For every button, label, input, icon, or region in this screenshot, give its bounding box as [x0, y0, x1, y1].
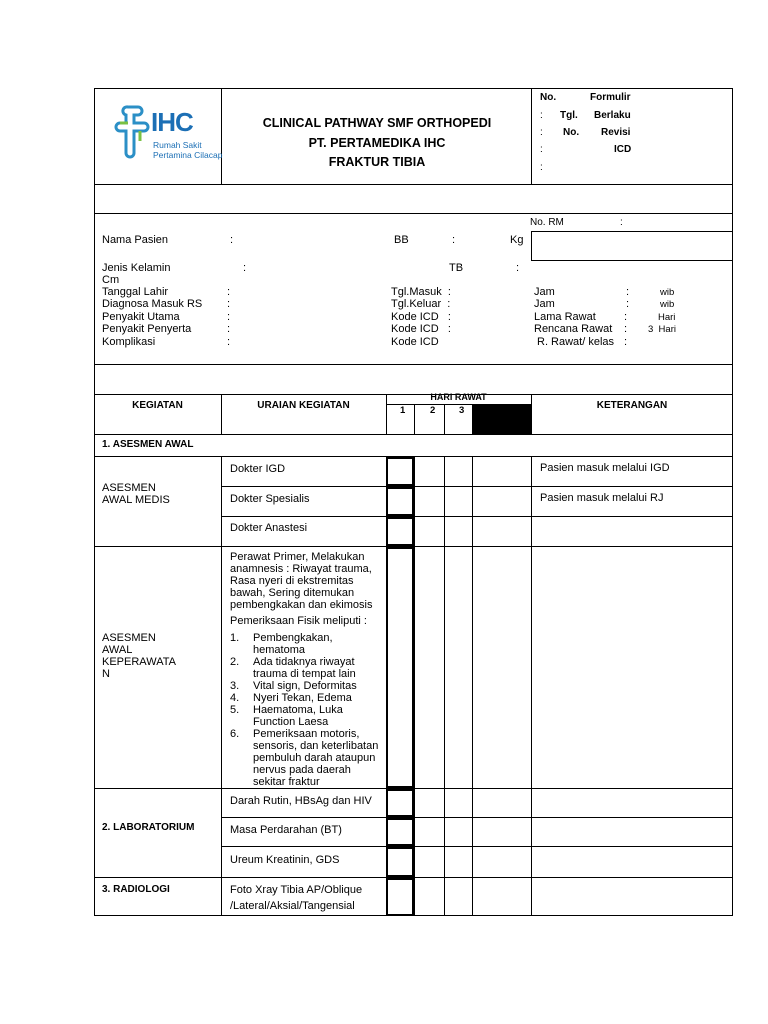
- komplikasi-label: Komplikasi: [102, 336, 156, 348]
- list-number: 4.: [230, 692, 240, 704]
- kode-icd-label: Kode ICD :: [391, 323, 451, 335]
- tanggal-lahir-label: Tanggal Lahir: [102, 286, 169, 298]
- asesmen-keperawatan-label: ASESMEN AWAL KEPERAWATA N: [102, 632, 176, 680]
- colon: :: [624, 323, 628, 335]
- colon: :: [227, 323, 231, 335]
- section-asesmen-awal: 1. ASESMEN AWAL: [102, 439, 194, 450]
- colon: :: [243, 262, 247, 274]
- meta-colon: :: [540, 127, 543, 138]
- colon: :: [227, 311, 231, 323]
- logo-line2: Pertamina Cilacap: [153, 150, 223, 160]
- list-number: 6.: [230, 728, 240, 740]
- list-item: Nyeri Tekan, Edema: [253, 692, 352, 704]
- meta-tgl: Tgl.: [560, 110, 578, 121]
- lab-masa-perdarahan: Masa Perdarahan (BT): [230, 824, 342, 836]
- kg-label: Kg: [510, 234, 524, 246]
- col-line: [414, 456, 415, 916]
- uraian-dokter-spesialis: Dokter Spesialis: [230, 493, 310, 505]
- hari-unit: Hari: [658, 312, 676, 323]
- meta-formulir: Formulir: [590, 92, 631, 103]
- jam-label: Jam: [534, 298, 555, 310]
- jam-unit: wib: [660, 299, 675, 310]
- row-line: [221, 817, 733, 818]
- uraian-dokter-anastesi: Dokter Anastesi: [230, 522, 308, 534]
- hospital-logo: [114, 103, 224, 165]
- col-keterangan: KETERANGAN: [596, 400, 668, 411]
- tgl-masuk-label: Tgl.Masuk :: [391, 286, 451, 298]
- radiologi-line2: /Lateral/Aksial/Tangensial: [230, 900, 355, 912]
- colon: :: [624, 336, 628, 348]
- kode-icd-label: Kode ICD :: [391, 311, 451, 323]
- colon: :: [626, 286, 630, 298]
- colon: :: [624, 311, 628, 323]
- day1-checkbox[interactable]: [386, 847, 414, 877]
- meta-icd: ICD: [614, 144, 632, 155]
- lab-ureum: Ureum Kreatinin, GDS: [230, 854, 340, 866]
- rencana-rawat-value: 3 Hari: [648, 324, 676, 335]
- colon: :: [227, 298, 231, 310]
- lama-rawat-label: Lama Rawat: [534, 311, 596, 323]
- title-line-3: FRAKTUR TIBIA: [328, 155, 426, 169]
- list-number: 1.: [230, 632, 240, 644]
- asesmen-awal-medis-label: ASESMEN AWAL MEDIS: [102, 482, 170, 506]
- row-line: [221, 516, 733, 517]
- bb-label: BB: [394, 234, 409, 246]
- perawat-anamnesis: Perawat Primer, Melakukan anamnesis : Riwayat trauma, Rasa nyeri di ekstremitas bawah, Sering ditemukan pembengkakan dan ekimosis: [230, 551, 373, 611]
- day1-checkbox[interactable]: [386, 457, 414, 486]
- list-item: Vital sign, Deformitas: [253, 680, 357, 692]
- colon: :: [452, 234, 456, 246]
- radiologi-line1: Foto Xray Tibia AP/Oblique: [230, 884, 363, 896]
- col-line: [444, 404, 445, 434]
- logo-brand: IHC: [151, 107, 193, 137]
- no-rm-label: No. RM: [530, 217, 564, 228]
- jam-unit: wib: [660, 287, 675, 298]
- jenis-kelamin-label: Jenis Kelamin: [102, 262, 171, 274]
- colon: :: [626, 298, 630, 310]
- col-line: [414, 404, 415, 434]
- no-rm-colon: :: [620, 217, 623, 228]
- diagnosa-label: Diagnosa Masuk RS: [102, 298, 203, 310]
- list-number: 2.: [230, 656, 240, 668]
- kode-icd-label: Kode ICD: [391, 336, 439, 348]
- col-line: [221, 456, 222, 916]
- row-line: [94, 434, 733, 435]
- colon: :: [230, 234, 234, 246]
- section-laboratorium: 2. LABORATORIUM: [102, 822, 195, 833]
- section-radiologi: 3. RADIOLOGI: [102, 884, 170, 895]
- meta-colon: :: [540, 162, 543, 173]
- colon: :: [227, 336, 231, 348]
- row-line: [221, 486, 733, 487]
- list-item: Pembengkakan, hematoma: [253, 632, 333, 656]
- nama-pasien-label: Nama Pasien: [102, 234, 169, 246]
- day-2: 2: [430, 405, 436, 416]
- day-1: 1: [400, 405, 406, 416]
- list-item: Pemeriksaan motoris, sensoris, dan keterlibatan pembuluh darah ataupun nervus pada daerah sekitar fraktur: [253, 728, 379, 788]
- col-hari-rawat: HARI RAWAT: [430, 393, 487, 402]
- uraian-dokter-igd: Dokter IGD: [230, 463, 286, 475]
- day1-checkbox[interactable]: [386, 789, 414, 817]
- cm-label: Cm: [102, 274, 120, 286]
- meta-revisi: Revisi: [601, 127, 631, 138]
- tb-label: TB: [449, 262, 464, 274]
- tgl-keluar-label: Tgl.Keluar :: [391, 298, 451, 310]
- rencana-rawat-label: Rencana Rawat: [534, 323, 613, 335]
- list-number: 3.: [230, 680, 240, 692]
- col-line: [444, 456, 445, 916]
- day-shaded-cell: [472, 404, 531, 434]
- blank-band: [94, 364, 733, 395]
- ket-dokter-spesialis: Pasien masuk melalui RJ: [540, 492, 664, 504]
- meta-no: No.: [540, 92, 557, 103]
- pemeriksaan-fisik-label: Pemeriksaan Fisik meliputi :: [230, 615, 367, 627]
- penyakit-utama-label: Penyakit Utama: [102, 311, 180, 323]
- day-3: 3: [459, 405, 465, 416]
- title-line-1: CLINICAL PATHWAY SMF ORTHOPEDI: [262, 116, 492, 130]
- colon: :: [227, 286, 231, 298]
- logo-line1: Rumah Sakit: [153, 140, 202, 150]
- day1-checkbox[interactable]: [386, 517, 414, 546]
- list-number: 5.: [230, 704, 240, 716]
- penyakit-penyerta-label: Penyakit Penyerta: [102, 323, 192, 335]
- meta-colon: :: [540, 110, 543, 121]
- list-item: Ada tidaknya riwayat trauma di tempat lain: [253, 656, 356, 680]
- day1-checkbox[interactable]: [386, 878, 414, 916]
- logo-cross-icon: [114, 103, 154, 161]
- jam-label: Jam: [534, 286, 555, 298]
- day1-checkbox[interactable]: [386, 487, 414, 516]
- meta-no2: No.: [563, 127, 580, 138]
- list-item: Haematoma, Luka Function Laesa: [253, 704, 343, 728]
- title-line-2: PT. PERTAMEDIKA IHC: [308, 136, 446, 150]
- day1-checkbox[interactable]: [386, 547, 414, 788]
- meta-colon: :: [540, 144, 543, 155]
- colon: :: [516, 262, 520, 274]
- no-rm-field[interactable]: [531, 231, 733, 261]
- day1-checkbox[interactable]: [386, 818, 414, 846]
- meta-berlaku: Berlaku: [594, 110, 631, 121]
- row-line: [221, 846, 733, 847]
- col-uraian: URAIAN KEGIATAN: [257, 400, 350, 411]
- ket-dokter-igd: Pasien masuk melalui IGD: [540, 462, 670, 474]
- col-line: [531, 456, 532, 916]
- blank-band: [94, 184, 733, 214]
- col-line: [472, 456, 473, 916]
- ruang-rawat-label: R. Rawat/ kelas: [537, 336, 615, 348]
- lab-darah-rutin: Darah Rutin, HBsAg dan HIV: [230, 795, 372, 807]
- col-kegiatan: KEGIATAN: [132, 400, 183, 411]
